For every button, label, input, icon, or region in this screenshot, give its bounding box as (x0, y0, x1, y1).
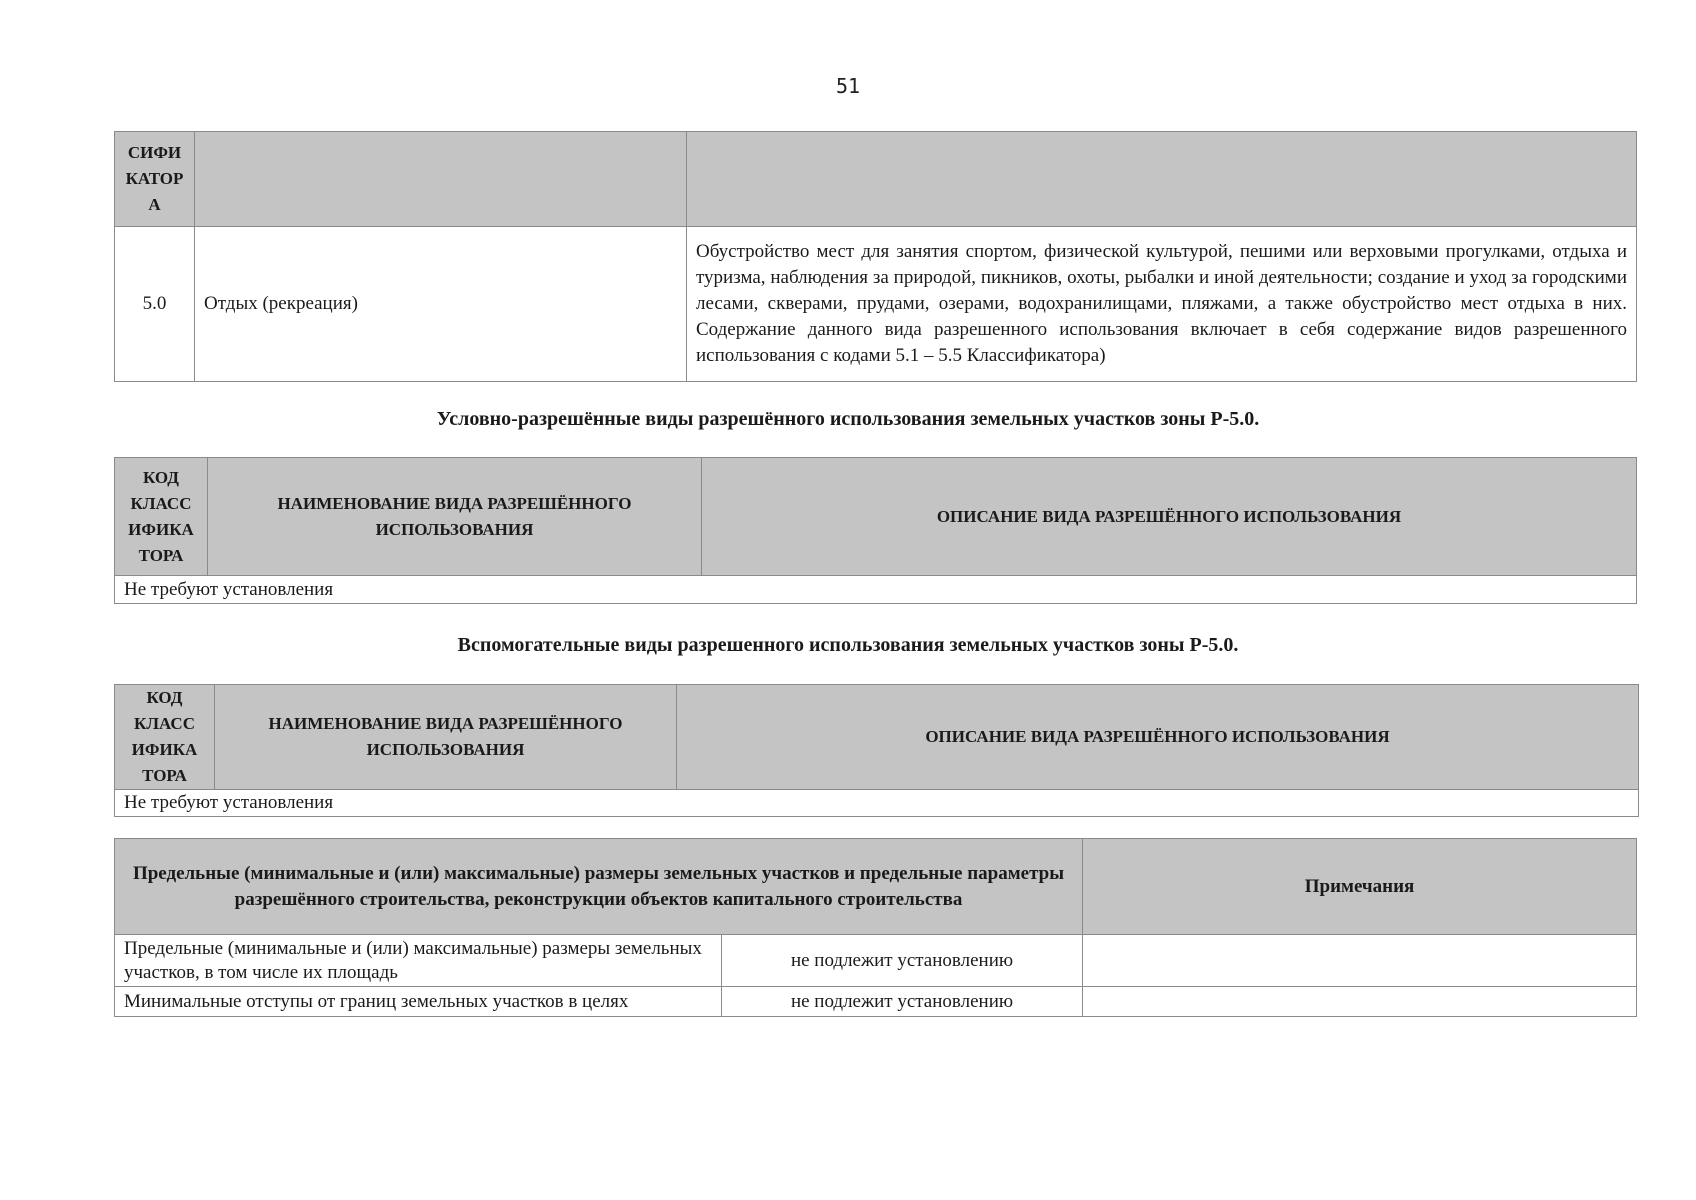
header-code-label: СИФИ КАТОР А (125, 143, 184, 214)
auxiliary-col-code: КОД КЛАСС ИФИКА ТОРА (115, 685, 215, 790)
limits-row-param: Предельные (минимальные и (или) максимальные) размеры земельных участков, в том числе их площадь (115, 935, 722, 987)
limits-col-params: Предельные (минимальные и (или) максимальные) размеры земельных участков и предельные параметры разрешённого строительства, реконструкции объектов капитального строительства (115, 839, 1083, 935)
table-row (115, 987, 1637, 1017)
main-classifier-table (114, 131, 1637, 382)
auxiliary-col-description: ОПИСАНИЕ ВИДА РАЗРЕШЁННОГО ИСПОЛЬЗОВАНИЯ (677, 685, 1639, 790)
conditional-heading: Условно-разрешённые виды разрешённого использования земельных участков зоны Р-5.0. (436, 408, 1260, 430)
limits-row-note (1083, 935, 1637, 987)
table-row (115, 935, 1637, 987)
auxiliary-col-name: НАИМЕНОВАНИЕ ВИДА РАЗРЕШЁННОГО ИСПОЛЬЗОВАНИЯ (215, 685, 677, 790)
conditional-col-name: НАИМЕНОВАНИЕ ВИДА РАЗРЕШЁННОГО ИСПОЛЬЗОВАНИЯ (208, 458, 702, 576)
row-code: 5.0 (115, 227, 195, 382)
header-name-column (195, 132, 687, 227)
limits-row-value: не подлежит установлению (722, 987, 1083, 1017)
conditional-uses-table (114, 457, 1637, 604)
header-description-column (687, 132, 1637, 227)
auxiliary-empty-row: Не требуют установления (115, 790, 1639, 817)
auxiliary-uses-table (114, 684, 1639, 817)
table-row (115, 227, 1637, 382)
conditional-empty-row: Не требуют установления (115, 576, 1637, 604)
limits-table (114, 838, 1637, 1017)
page-number: 51 (835, 74, 861, 98)
header-code-column (115, 132, 195, 227)
row-name: Отдых (рекреация) (195, 227, 687, 382)
conditional-col-code: КОД КЛАСС ИФИКА ТОРА (115, 458, 208, 576)
limits-row-note (1083, 987, 1637, 1017)
limits-row-value: не подлежит установлению (722, 935, 1083, 987)
auxiliary-heading: Вспомогательные виды разрешенного использования земельных участков зоны Р-5.0. (457, 634, 1239, 656)
conditional-col-description: ОПИСАНИЕ ВИДА РАЗРЕШЁННОГО ИСПОЛЬЗОВАНИЯ (702, 458, 1637, 576)
limits-row-param: Минимальные отступы от границ земельных участков в целях (115, 987, 722, 1017)
row-description: Обустройство мест для занятия спортом, физической культурой, пешими или верховыми прогулками, отдыха и туризма, наблюдения за природой, пикников, охоты, рыбалки и иной деятельности; создание и уход за городскими лесами, скверами, прудами, озерами, водохранилищами, пляжами, а также обустройство мест отдыха в них. Содержание данного вида разрешенного использования включает в себя содержание видов разрешенного использования с кодами 5.1 – 5.5 Классификатора) (687, 227, 1637, 382)
limits-col-notes: Примечания (1083, 839, 1637, 935)
